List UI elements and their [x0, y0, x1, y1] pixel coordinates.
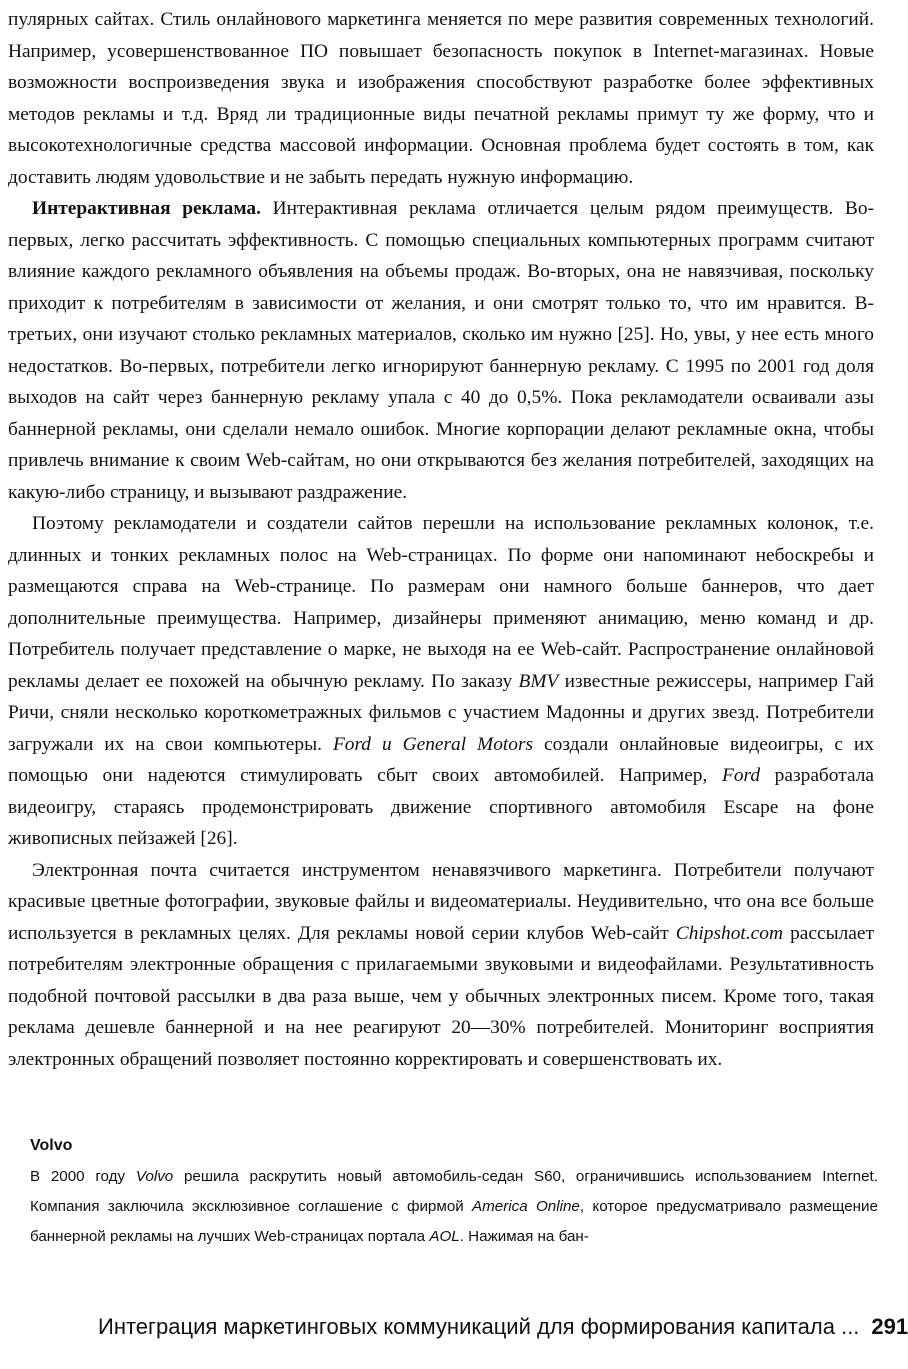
paragraph-text: Интерактивная реклама отличается целым рядом преимуществ. Во-первых, легко рассчитать эффективность. С помощью специальных компьютерных программ считают влияние каждого рекламного объявления на объемы продаж. Во-вторых, она не навязчивая, поскольку приходит к потребителям в зависимости от желания, и они смотрят только то, что им нравится. В-третьих, они изучают столько рекламных материалов, сколько им нужно [25]. Но, увы, у нее есть много недостатков. Во-первых, потребители легко игнорируют баннерную рекламу. С 1995 по 2001 год доля выходов на сайт через баннерную рекламу упала с 40 до 0,5%. Пока рекламодатели осваивали азы баннерной рекламы, они сделали немало ошибок. Многие корпорации делают рекламные окна, чтобы привлечь внимание к своим Web-сайтам, но они открываются без желания потребителей, заходящих на какую-либо страницу, и вызывают раздражение.	[8, 198, 874, 503]
document-page	[8, 4, 874, 1075]
brand-aol: AOL	[429, 1228, 460, 1245]
running-title: Интеграция маркетинговых коммуникаций для формирования капитала ...	[98, 1314, 860, 1339]
paragraph-text: разработала видеоигру, стараясь продемонстрировать движение спортивного автомобиля Escape на фоне живописных пейзажей [26].	[8, 765, 875, 849]
case-text: решила раскрутить новый автомобиль-седан S60, ограничившись использованием Internet. Компания заключила эксклюзивное соглашение с фирмой	[30, 1168, 878, 1215]
case-study-volvo	[30, 1136, 878, 1252]
brand-volvo: Volvo	[135, 1168, 174, 1185]
paragraph-text: рассылает потребителям электронные обращения с прилагаемыми звуковыми и видеофайлами. Результативность подобной почтовой рассылки в два раза выше, чем у обычных электронных писем. Кроме того, такая реклама дешевле баннерной и на нее реагируют 20—30% потребителей. Мониторинг восприятия электронных обращений позволяет постоянно корректировать и совершенствовать их.	[8, 922, 874, 1070]
paragraph-email-marketing	[8, 855, 874, 1076]
paragraph-text: известные режиссеры, например Гай Ричи, сняли несколько короткометражных фильмов с участием Мадонны и других звезд. Потребители загружали их на свои компьютеры.	[8, 670, 874, 755]
brand-ford: Ford	[721, 765, 761, 786]
paragraph-text: Электронная почта считается инструментом ненавязчивого маркетинга. Потребители получают красивые цветные фотографии, звуковые файлы и видеоматериалы. Неудивительно, что она все больше используется в рекламных целях. Для рекламы новой серии клубов Web-сайт	[8, 859, 874, 944]
page-number: 291	[871, 1314, 908, 1339]
page-footer	[98, 1312, 908, 1342]
brand-chipshot: Chipshot.com	[675, 922, 783, 944]
paragraph-intro: пулярных сайтах. Стиль онлайнового маркетинга меняется по мере развития современных технологий. Например, усовершенствованное ПО повышает безопасность покупок в Internet-магазинах. Новые возможности воспроизведения звука и изображения способствуют разработке более эффективных методов рекламы и т.д. Вряд ли традиционные виды печатной рекламы примут ту же форму, что и высокотехнологичные средства массовой информации. Основная проблема будет состоять в том, как доставить людям удовольствие и не забыть передать нужную информацию.	[8, 9, 874, 188]
case-study-title: Volvo	[30, 1137, 73, 1154]
brand-america-online: America Online	[472, 1198, 580, 1215]
paragraph-text: Поэтому рекламодатели и создатели сайтов перешли на использование рекламных колонок, т.е. длинных и тонких рекламных полос на Web-страницах. По форме они напоминают небоскребы и размещаются справа на Web-странице. По размерам они намного больше баннеров, что дает дополнительные преимущества. Например, дизайнеры применяют анимацию, меню команд и др. Потребитель получает представление о марке, не выходя на ее Web-сайт. Распространение онлайновой рекламы делает ее похожей на обычную рекламу. По заказу	[8, 513, 874, 692]
case-text: В 2000 году	[30, 1168, 136, 1185]
section-heading-interactive-ads: Интерактивная реклама.	[32, 198, 261, 219]
brand-bmv: BMV	[518, 670, 559, 692]
paragraph-ad-columns	[8, 508, 874, 855]
case-text: , которое предусматривало размещение баннерной рекламы на лучших Web-страницах портала	[30, 1198, 878, 1245]
paragraph-interactive-ads	[8, 193, 874, 508]
case-text: . Нажимая на бан-	[459, 1228, 589, 1245]
paragraph-text: создали онлайновые видеоигры, с их помощью они надеются стимулировать сбыт своих автомобилей. Например,	[8, 733, 874, 786]
brand-ford-gm: Ford и General Motors	[332, 733, 534, 755]
case-study-text	[30, 1162, 878, 1252]
